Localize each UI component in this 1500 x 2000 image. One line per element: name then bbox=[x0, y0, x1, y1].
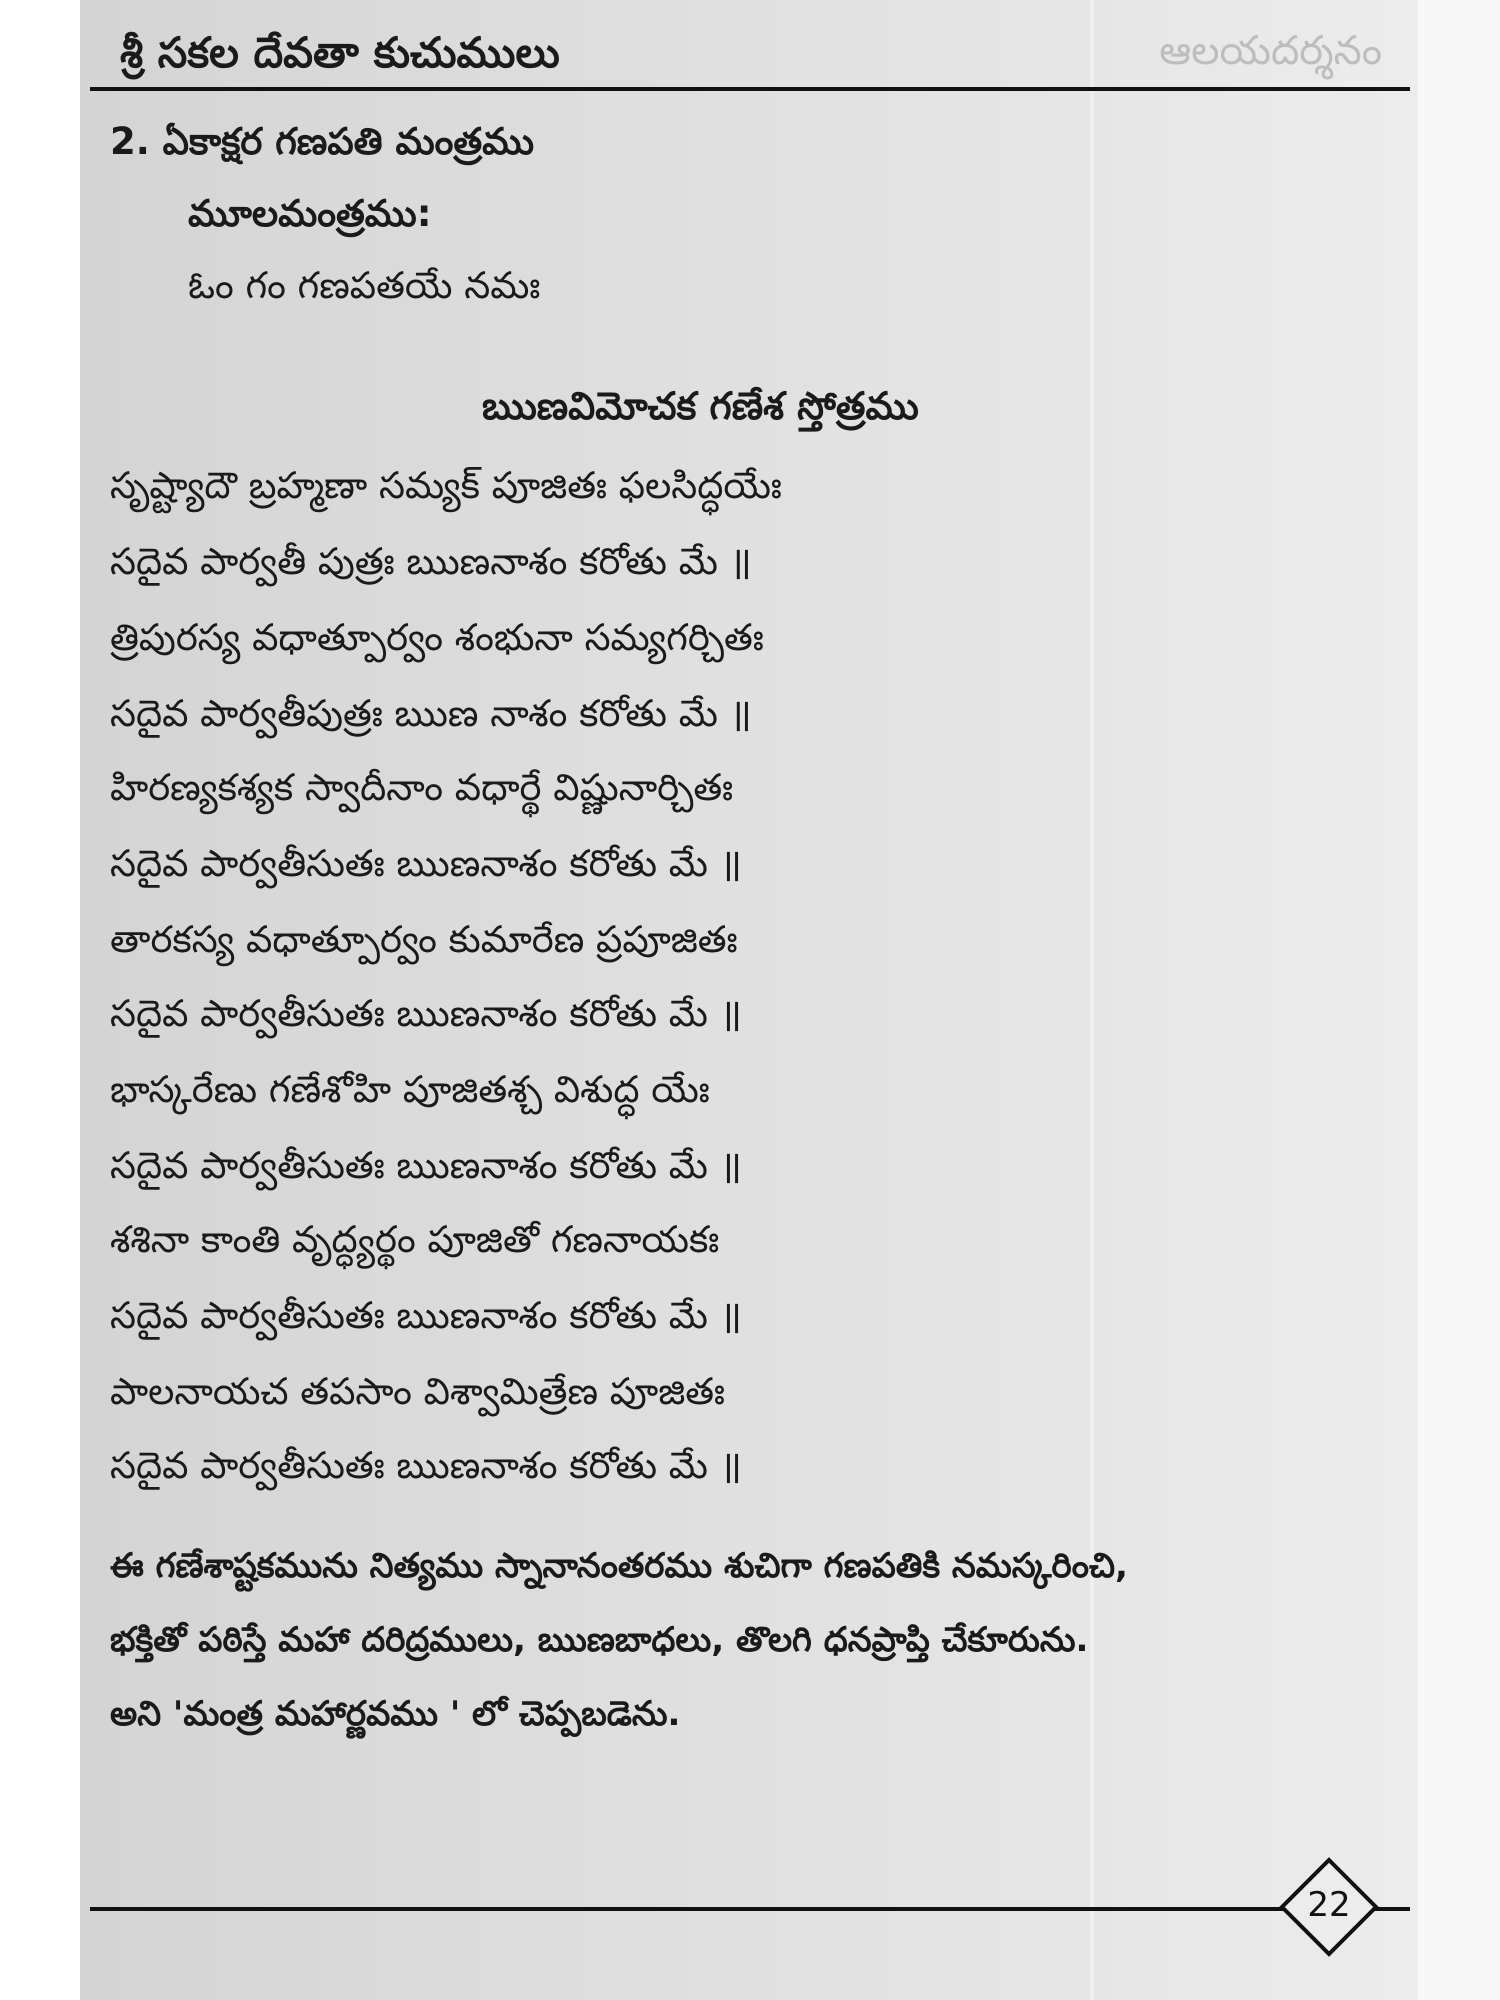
verse-line: త్రిపురస్య వధాత్పూర్వం శంభునా సమ్యగర్చితః bbox=[110, 616, 764, 659]
closing-note-line: భక్తితో పఠిస్తే మహా దరిద్రములు, ఋణబాధలు, తొలగి ధనప్రాప్తి చేకూరును. bbox=[110, 1620, 1089, 1660]
verse-line: శశినా కాంతి వృద్ధ్యర్థం పూజితో గణనాయకః bbox=[110, 1218, 720, 1261]
verse-line: హిరణ్యకశ్యక స్వాదీనాం వధార్థే విష్ణునార్చితః bbox=[110, 766, 734, 809]
running-header-ghost-text: ఆలయదర్శనం bbox=[1159, 28, 1382, 74]
verse-line: సదైవ పార్వతీపుత్రః ఋణ నాశం కరోతు మే ॥ bbox=[110, 692, 752, 735]
stotram-title: ఋణవిమోచక గణేశ స్తోత్రము bbox=[482, 384, 919, 428]
verse-line: సదైవ పార్వతీసుతః ఋణనాశం కరోతు మే ॥ bbox=[110, 1294, 742, 1337]
verse-line: సదైవ పార్వతీసుతః ఋణనాశం కరోతు మే ॥ bbox=[110, 1144, 742, 1187]
closing-note-line: ఈ గణేశాష్టకమును నిత్యము స్నానానంతరము శుచిగా గణపతికి నమస్కరించి, bbox=[110, 1546, 1128, 1586]
section-heading: 2. ఏకాక్షర గణపతి మంత్రము bbox=[110, 120, 535, 163]
mula-mantra-text: ఓం గం గణపతయే నమః bbox=[188, 264, 541, 307]
scan-margin-left bbox=[0, 0, 80, 2000]
page-fold-highlight bbox=[1090, 0, 1094, 2000]
header-rule bbox=[90, 87, 1410, 91]
verse-line: సదైవ పార్వతీ పుత్రః ఋణనాశం కరోతు మే ॥ bbox=[110, 540, 752, 583]
verse-line: సదైవ పార్వతీసుతః ఋణనాశం కరోతు మే ॥ bbox=[110, 992, 742, 1035]
verse-line: భాస్కరేణు గణేశోహి పూజితశ్చ విశుద్ధ యేః bbox=[110, 1068, 710, 1111]
verse-line: సృష్ట్యాదౌ బ్రహ్మణా సమ్యక్ పూజితః ఫలసిద్ధయేః bbox=[110, 464, 782, 507]
closing-note-line: అని 'మంత్ర మహార్ణవము ' లో చెప్పబడెను. bbox=[110, 1694, 681, 1734]
running-header-title: శ్రీ సకల దేవతా కుచుములు bbox=[120, 28, 560, 77]
verse-line: సదైవ పార్వతీసుతః ఋణనాశం కరోతు మే ॥ bbox=[110, 842, 742, 885]
book-page bbox=[80, 0, 1418, 2000]
verse-line: సదైవ పార్వతీసుతః ఋణనాశం కరోతు మే ॥ bbox=[110, 1444, 742, 1487]
footer-rule bbox=[90, 1907, 1410, 1911]
verse-line: తారకస్య వధాత్పూర్వం కుమారేణ ప్రపూజితః bbox=[110, 918, 738, 961]
page-number-badge bbox=[1278, 1856, 1380, 1958]
page-number: 22 bbox=[1307, 1885, 1351, 1925]
scan-margin-right bbox=[1418, 0, 1500, 2000]
mula-mantra-label: మూలమంత్రము: bbox=[188, 192, 432, 235]
verse-line: పాలనాయచ తపసాం విశ్వామిత్రేణ పూజితః bbox=[110, 1370, 725, 1413]
